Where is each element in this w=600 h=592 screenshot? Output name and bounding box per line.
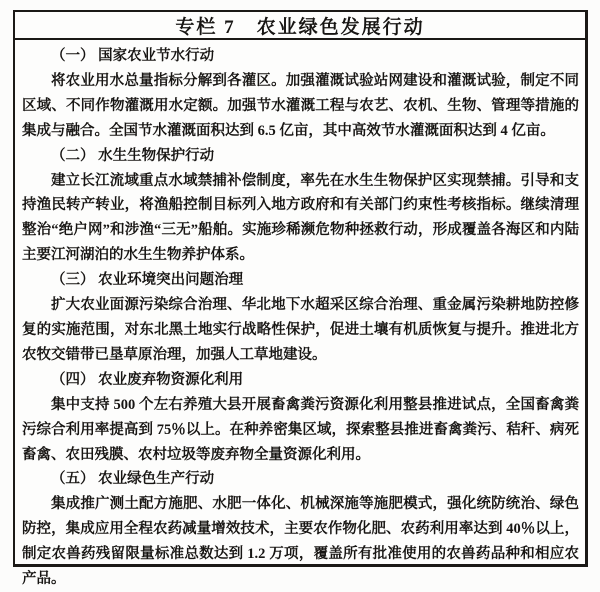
section-3-heading: （三） 农业环境突出问题治理 xyxy=(51,272,244,289)
boxed-column-panel xyxy=(13,10,588,588)
section-3-paragraph: 扩大农业面源污染综合治理、华北地下水超采区综合治理、重金属污染耕地防控修复的实施范围，对东北黑土地实行战略性保护，促进土壤有机质恢复与提升。推进北方农牧交错带已垦草原治理，加强人工草地建设。 xyxy=(22,297,579,363)
section-2 xyxy=(22,144,579,269)
section-3 xyxy=(22,268,579,368)
section-1-heading: （一） 国家农业节水行动 xyxy=(51,48,215,64)
section-2-paragraph: 建立长江流域重点水域禁捕补偿制度，率先在水生生物保护区实现禁捕。引导和支持渔民转产转业，将渔船控制目标列入地方政府和有关部门约束性考核指标。继续清理整治“绝户网”和涉渔“三无”船舶。实施珍稀濒危物种拯救行动，形成覆盖各海区和内陆主要江河湖泊的水生生物养护体系。 xyxy=(22,172,579,264)
section-1-paragraph: 将农业用水总量指标分解到各灌区。加强灌溉试验站网建设和灌溉试验，制定不同区域、不同作物灌溉用水定额。加强节水灌溉工程与农艺、农机、生物、管理等措施的集成与融合。全国节水灌溉面积达到 6.5 亿亩，其中高效节水灌溉面积达到 4 亿亩。 xyxy=(22,72,579,139)
section-5-paragraph: 集成推广测土配方施肥、水肥一体化、机械深施等施肥模式，强化统防统治、绿色防控，集成应用全程农药减量增效技术，主要农作物化肥、农药利用率达到 40％以上，制定农兽药残留限量标准总数达到 1.2 万项，覆盖所有批准使用的农兽药品种和相应农产品。 xyxy=(22,496,579,588)
section-5 xyxy=(22,467,579,592)
section-4-paragraph: 集中支持 500 个左右养殖大县开展畜禽粪污资源化利用整县推进试点，全国畜禽粪污综合利用率提高到 75％以上。在种养密集区域，探索整县推进畜禽粪污、秸秆、病死畜禽、农田残膜、农村垃圾等废弃物全量资源化利用。 xyxy=(22,396,579,463)
section-1 xyxy=(22,44,579,144)
column-body xyxy=(15,40,585,592)
column-title: 专栏 7 农业绿色发展行动 xyxy=(15,12,585,40)
section-5-heading: （五） 农业绿色生产行动 xyxy=(51,471,215,488)
section-4-heading: （四） 农业废弃物资源化利用 xyxy=(51,371,244,388)
section-4 xyxy=(22,368,579,468)
section-2-heading: （二） 水生生物保护行动 xyxy=(51,147,215,164)
